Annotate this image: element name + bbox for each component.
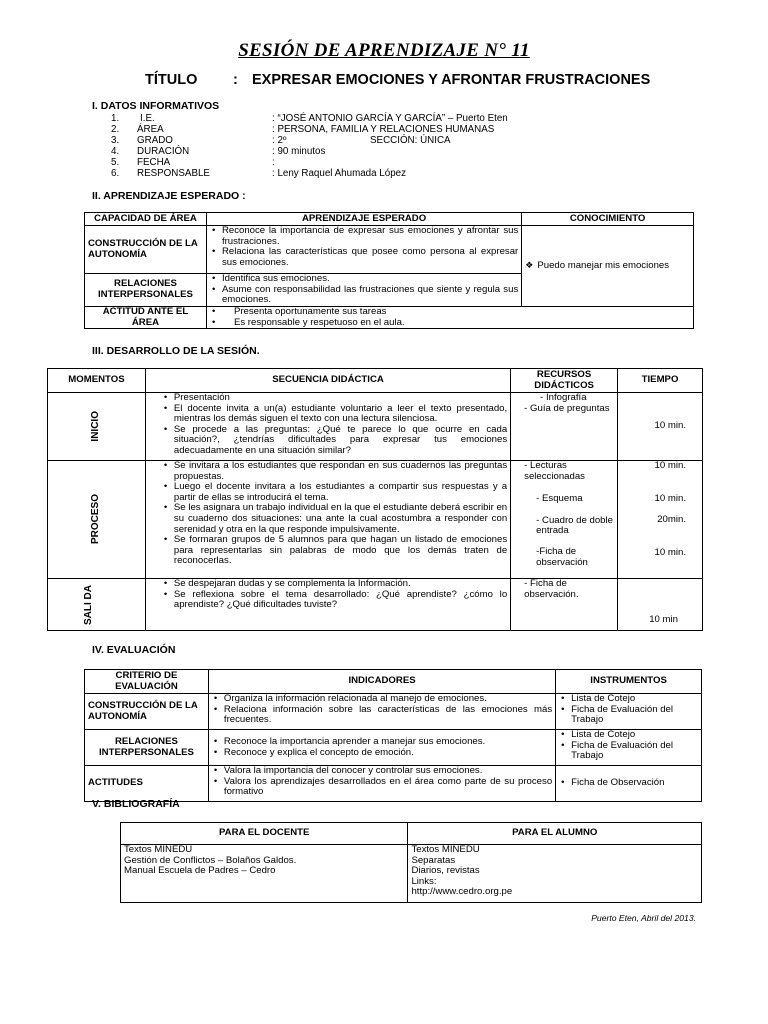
row-num: 1.	[111, 113, 120, 124]
recurso-item: - Esquema	[536, 493, 583, 505]
biblio-item: Textos MINEDU	[411, 844, 480, 855]
tiempo-value: 10 min.	[654, 546, 686, 558]
list-item: • Relaciona las características que posee como persona al expresar sus emociones.	[222, 247, 518, 268]
biblio-item: Manual Escuela de Padres – Cedro	[124, 865, 276, 877]
recursos-cell	[511, 579, 618, 631]
list-item: • Organiza la información relacionada al manejo de emociones.	[224, 694, 552, 705]
list-item: • Lista de Cotejo	[571, 730, 698, 741]
conocimiento-cell	[522, 226, 694, 307]
list-item: • Identifica sus emociones.	[222, 274, 518, 285]
list-item: • Se reflexiona sobre el tema desarrollado: ¿Qué aprendiste? ¿cómo lo aprendiste? ¿Qué dificultades tuviste?	[174, 590, 507, 611]
titulo-colon: :	[233, 72, 238, 88]
aprendizaje-table	[84, 212, 694, 329]
biblio-item: Links:	[411, 875, 437, 887]
conocimiento-text: Puedo manejar mis emociones	[537, 260, 670, 272]
instrumentos-cell	[556, 766, 702, 802]
row-value: : Leny Raquel Ahumada López	[272, 168, 406, 179]
capacidad-cell: CONSTRUCCIÓN DE LA AUTONOMÍA	[85, 226, 207, 274]
momento-label: INICIO	[90, 411, 102, 442]
tiempo-cell: 10 min	[618, 579, 703, 631]
momento-salida	[48, 579, 146, 631]
diamond-bullet-icon: ❖	[525, 260, 534, 271]
row-label: ÁREA	[137, 124, 164, 135]
section2-heading: II. APRENDIZAJE ESPERADO :	[92, 190, 246, 202]
secuencia-cell	[145, 579, 510, 631]
recurso-item: -Ficha de observación	[536, 545, 588, 568]
col-header: RECURSOS DIDÁCTICOS	[511, 369, 618, 393]
aprendizaje-cell	[206, 274, 521, 307]
tiempo-cell	[618, 461, 703, 579]
col-header: TIEMPO	[618, 369, 703, 393]
secuencia-cell	[145, 393, 510, 461]
indicadores-cell	[208, 766, 555, 802]
tiempo-cell: 10 min.	[618, 393, 703, 461]
recursos-cell	[511, 461, 618, 579]
momento-label: PROCESO	[90, 494, 102, 545]
row-num: 2.	[111, 124, 120, 135]
section4-heading: IV. EVALUACIÓN	[92, 644, 176, 656]
tiempo-value: 10 min.	[654, 492, 686, 504]
section3-heading: III. DESARROLLO DE LA SESIÓN.	[92, 345, 260, 357]
list-item: • Se les asignara un trabajo individual en la que el estudiante deberá escribir en su cuaderno dos situaciones: una ante la cual acostumbra a responder con serenidad y otra en la que responde impulsivamente.	[174, 503, 507, 535]
row-label: I.E.	[140, 113, 155, 124]
docente-cell	[121, 845, 408, 903]
list-item: • Reconoce la importancia de expresar sus emociones y afrontar sus frustraciones.	[222, 226, 518, 247]
row-label: FECHA	[137, 157, 171, 168]
capacidad-cell: RELACIONES INTERPERSONALES	[85, 274, 207, 307]
row-label: GRADO	[137, 135, 173, 146]
row-num: 6.	[111, 168, 120, 179]
section1-heading: I. DATOS INFORMATIVOS	[92, 100, 220, 112]
list-item: • Valora los aprendizajes desarrollados en el área como parte de su proceso formativo	[224, 777, 552, 798]
biblio-item: Diarios, revistas	[411, 865, 480, 877]
col-header: CONOCIMIENTO	[522, 213, 694, 226]
recurso-item: - Guía de preguntas	[524, 402, 610, 414]
evaluacion-table	[84, 669, 702, 802]
biblio-item: Separatas	[411, 854, 456, 866]
col-header: INDICADORES	[208, 670, 555, 694]
aprendizaje-cell	[206, 226, 521, 274]
row-value: :	[272, 157, 275, 168]
list-item: • Se procede a las preguntas: ¿Qué te parece lo que ocurre en cada situación?, ¿tendrías dificultades para expresar tus emociones adecuadamente en una situación similar?	[174, 425, 507, 457]
biblio-item: Textos MINEDU	[124, 844, 193, 855]
recurso-item: - Cuadro de doble entrada	[536, 514, 613, 537]
recurso-item: - Ficha de observación.	[524, 578, 579, 600]
footer-date: Puerto Eten, Abril del 2013.	[591, 913, 696, 923]
tiempo-value: 20min.	[657, 514, 686, 526]
titulo-label: TÍTULO	[145, 72, 198, 88]
row-value: : PERSONA, FAMILIA Y RELACIONES HUMANAS	[272, 124, 495, 135]
list-item: • Valora la importancia del conocer y controlar sus emociones.	[224, 766, 552, 777]
row-value: : 90 minutos	[272, 146, 326, 157]
list-item: • Ficha de Evaluación del Trabajo	[571, 741, 698, 762]
list-item: • Reconoce la importancia aprender a manejar sus emociones.	[224, 737, 552, 748]
recurso-item: - Infografía	[540, 392, 587, 403]
row-value: : “JOSÉ ANTONIO GARCÍA Y GARCÍA” – Puerto Eten	[272, 113, 508, 124]
instrumentos-cell	[556, 730, 702, 766]
criterio-cell: RELACIONES INTERPERSONALES	[85, 730, 209, 766]
list-item: • Ficha de Observación	[571, 778, 698, 789]
recurso-item: - Lecturas seleccionadas	[524, 460, 585, 482]
recurso-text: Ficha de observación.	[524, 578, 579, 600]
momento-label: SALI DA	[83, 584, 95, 625]
indicadores-cell	[208, 730, 555, 766]
list-item: • Presenta oportunamente sus tareas	[222, 307, 690, 318]
criterio-cell: CONSTRUCCIÓN DE LA AUTONOMÍA	[85, 694, 209, 730]
criterio-cell: ACTITUDES	[85, 766, 209, 802]
tiempo-value: 10 min.	[654, 460, 686, 471]
seccion-value: SECCIÓN: ÚNICA	[370, 135, 451, 146]
list-item: • Luego el docente invitara a los estudiantes a compartir sus respuestas y a partir de ellas se introducirá el tema.	[174, 482, 507, 503]
recursos-cell	[511, 393, 618, 461]
col-header: APRENDIZAJE ESPERADO	[206, 213, 521, 226]
titulo-value: EXPRESAR EMOCIONES Y AFRONTAR FRUSTRACIONES	[252, 72, 651, 88]
page-title: SESIÓN DE APRENDIZAJE N° 11	[238, 40, 530, 61]
list-item: • El docente invita a un(a) estudiante voluntario a leer el texto presentado, mientras los demás siguen el texto con una lectura silenciosa.	[174, 404, 507, 425]
instrumentos-cell	[556, 694, 702, 730]
col-header: PARA EL ALUMNO	[408, 823, 702, 845]
row-label: RESPONSABLE	[137, 168, 210, 179]
biblio-item: Gestión de Conflictos – Bolaños Galdos.	[124, 854, 297, 866]
actitud-cell	[206, 307, 693, 329]
row-value: : 2º	[272, 135, 287, 146]
list-item: • Asume con responsabilidad las frustraciones que siente y regula sus emociones.	[222, 285, 518, 306]
list-item: • Se formaran grupos de 5 alumnos para que hagan un listado de emociones para representarlas sin palabras de modo que los demás traten de reconocerlas.	[174, 535, 507, 567]
col-header: MOMENTOS	[48, 369, 146, 393]
recurso-text: Lecturas seleccionadas	[524, 460, 585, 482]
list-item: • Lista de Cotejo	[571, 694, 698, 705]
biblio-link[interactable]: http://www.cedro.org.pe	[411, 886, 513, 898]
row-num: 5.	[111, 157, 120, 168]
list-item: • Ficha de Evaluación del Trabajo	[571, 705, 698, 726]
section5-heading: V. BIBLIOGRAFÍA	[92, 798, 180, 810]
alumno-cell	[408, 845, 702, 903]
momento-inicio	[48, 393, 146, 461]
list-item: • Reconoce y explica el concepto de emoción.	[224, 748, 552, 759]
col-header: CAPACIDAD DE ÁREA	[85, 213, 207, 226]
desarrollo-table	[47, 368, 703, 631]
row-num: 4.	[111, 146, 120, 157]
list-item: • Relaciona información sobre las características de las emociones más frecuentes.	[224, 705, 552, 726]
momento-proceso	[48, 461, 146, 579]
row-num: 3.	[111, 135, 120, 146]
col-header: SECUENCIA DIDÁCTICA	[145, 369, 510, 393]
list-item: • Se invitara a los estudiantes que respondan en sus cuadernos las preguntas propuestas.	[174, 461, 507, 482]
secuencia-cell	[145, 461, 510, 579]
list-item: • Es responsable y respetuoso en el aula.	[222, 318, 690, 329]
recurso-text: Guía de preguntas	[530, 402, 610, 414]
indicadores-cell	[208, 694, 555, 730]
row-label: DURACIÓN	[137, 146, 190, 157]
capacidad-cell: ACTITUD ANTE EL ÁREA	[85, 307, 207, 329]
list-item: • Se despejaran dudas y se complementa la Información.	[174, 579, 507, 590]
col-header: CRITERIO DE EVALUACIÓN	[85, 670, 209, 694]
list-item: • Presentación	[174, 393, 507, 404]
col-header: INSTRUMENTOS	[556, 670, 702, 694]
col-header: PARA EL DOCENTE	[121, 823, 408, 845]
bibliografia-table	[120, 822, 702, 903]
